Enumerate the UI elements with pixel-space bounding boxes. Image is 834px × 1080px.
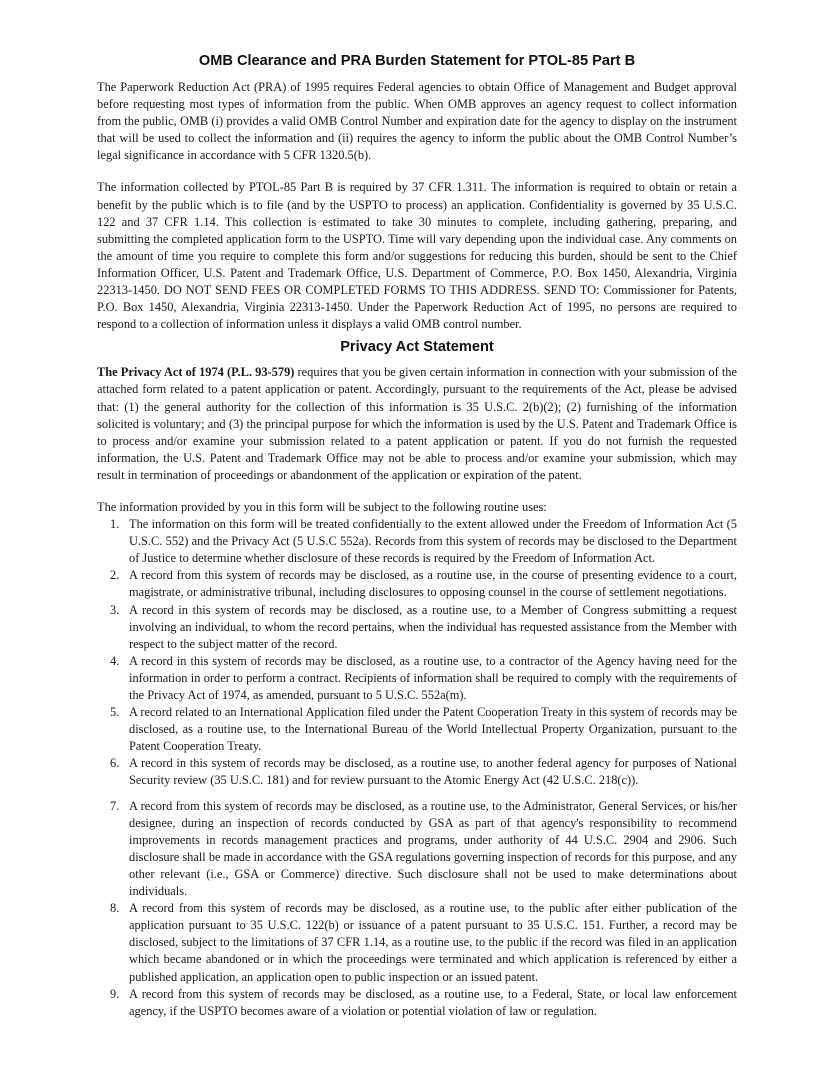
list-item-number: 4.: [110, 653, 120, 668]
burden-paragraph: The information collected by PTOL-85 Part B is required by 37 CFR 1.311. The information is required to obtain or retain a benefit by the public which is to file (and by the USPTO to process) an application. Confidentiality is governed by 35 U.S.C. 122 and 37 CFR 1.14. This collection is estimated to take 30 minutes to complete, including gathering, preparing, and submitting the completed application form to the USPTO. Time will vary depending upon the individual case. Any comments on the amount of time you require to complete this form and/or suggestions for reducing this burden, should be sent to the Chief Information Officer, U.S. Patent and Trademark Office, U.S. Department of Commerce, P.O. Box 1450, Alexandria, Virginia 22313-1450. DO NOT SEND FEES OR COMPLETED FORMS TO THIS ADDRESS. SEND TO: Commissioner for Patents, P.O. Box 1450, Alexandria, Virginia 22313-1450. Under the Paperwork Reduction Act of 1995, no persons are required to respond to a collection of information unless it displays a valid OMB control number.: [97, 180, 737, 332]
list-item-number: 9.: [110, 986, 120, 1001]
list-item-text: A record from this system of records may be disclosed, as a routine use, to a Federal, State, or local law enforcement agency, if the USPTO becomes aware of a violation or potential violation of law or regulation.: [129, 986, 737, 1018]
list-item: [97, 900, 737, 985]
list-item-text: A record from this system of records may be disclosed, as a routine use, in the course of presenting evidence to a court, magistrate, or administrative tribunal, including disclosures to opposing counsel in the course of settlement negotiations.: [129, 568, 737, 600]
list-item-text: A record related to an International Application filed under the Patent Cooperation Treaty in this system of records may be disclosed, as a routine use, to the International Bureau of the World Intellectual Property Organization, pursuant to the Patent Cooperation Treaty.: [129, 705, 737, 754]
list-item-number: 1.: [110, 517, 120, 532]
list-item-number: 5.: [110, 705, 120, 720]
privacy-paragraph: [97, 364, 737, 484]
list-item-number: 3.: [110, 602, 120, 617]
list-item-text: A record in this system of records may be disclosed, as a routine use, to a Member of Congress submitting a request involving an individual, to whom the record pertains, when the individual has requested assistance from the Member with respect to the subject matter of the record.: [129, 602, 737, 651]
list-item: [97, 567, 737, 601]
pra-paragraph: The Paperwork Reduction Act (PRA) of 1995 requires Federal agencies to obtain Office of Management and Budget approval before requesting most types of information from the public. When OMB approves an agency request to collect information from the public, OMB (i) provides a valid OMB Control Number and expiration date for the agency to display on the instrument that will be used to collect the information and (ii) requires the agency to inform the public about the OMB Control Number’s legal significance in accordance with 5 CFR 1320.5(b).: [97, 80, 737, 163]
privacy-paragraph-text: requires that you be given certain information in connection with your submission of the attached form related to a patent application or patent. Accordingly, pursuant to the requirements of the Act, please be advised that: (1) the general authority for the collection of this information is 35 U.S.C. 2(b)(2); (2) furnishing of the information solicited is voluntary; and (3) the principal purpose for which the information is used by the U.S. Patent and Trademark Office is to process and/or examine your submission related to a patent application or patent. If you do not furnish the requested information, the U.S. Patent and Trademark Office may not be able to process and/or examine your submission, which may result in termination of proceedings or abandonment of the application or expiration of the patent.: [97, 365, 737, 482]
list-item-number: 2.: [110, 568, 120, 583]
list-item-number: 6.: [110, 756, 120, 771]
list-item-text: A record in this system of records may be disclosed, as a routine use, to a contractor of the Agency having need for the information in order to perform a contract. Recipients of information shall be required to comply with the requirements of the Privacy Act of 1974, as amended, pursuant to 5 U.S.C. 552a(m).: [129, 653, 737, 702]
list-item-text: A record in this system of records may be disclosed, as a routine use, to another federal agency for purposes of National Security review (35 U.S.C. 181) and for review pursuant to the Atomic Energy Act (42 U.S.C. 218(c)).: [129, 756, 737, 788]
list-item: [97, 602, 737, 653]
list-item: [97, 755, 737, 789]
list-item: [97, 516, 737, 567]
list-item: [97, 653, 737, 704]
list-item: [97, 798, 737, 901]
privacy-act-citation: The Privacy Act of 1974 (P.L. 93-579): [97, 365, 295, 380]
list-item-text: The information on this form will be treated confidentially to the extent allowed under the Freedom of Information Act (5 U.S.C. 552) and the Privacy Act (5 U.S.C 552a). Records from this system of records may be disclosed to the Department of Justice to determine whether disclosure of these records is required by the Freedom of Information Act.: [129, 517, 737, 566]
privacy-heading: Privacy Act Statement: [340, 339, 494, 356]
list-item-text: A record from this system of records may be disclosed, as a routine use, to the Administrator, General Services, or his/her designee, during an inspection of records conducted by GSA as part of that agency's responsibility to recommend improvements in records management practices and programs, under authority of 44 U.S.C. 2904 and 2906. Such disclosure shall be made in accordance with the GSA regulations governing inspection of records for this purpose, and any other relevant (i.e., GSA or Commerce) directive. Such disclosure shall not be used to make determinations about individuals.: [129, 798, 738, 899]
list-item-number: 7.: [110, 798, 120, 813]
list-item-number: 8.: [110, 901, 120, 916]
routine-uses-intro: The information provided by you in this form will be subject to the following routine uses:: [97, 499, 547, 514]
list-item: [97, 986, 737, 1020]
list-item-text: A record from this system of records may be disclosed, as a routine use, to the public after either publication of the application pursuant to 35 U.S.C. 122(b) or issuance of a patent pursuant to 35 U.S.C. 151. Further, a record may be disclosed, subject to the limitations of 37 CFR 1.14, as a routine use, to the public if the record was filed in an application which became abandoned or in which the proceedings were terminated and which application is referenced by either a published application, an application open to public inspection or an issued patent.: [129, 901, 737, 984]
list-item: [97, 704, 737, 755]
routine-uses-list: [97, 516, 737, 1020]
omb-heading: OMB Clearance and PRA Burden Statement for PTOL-85 Part B: [198, 53, 636, 69]
